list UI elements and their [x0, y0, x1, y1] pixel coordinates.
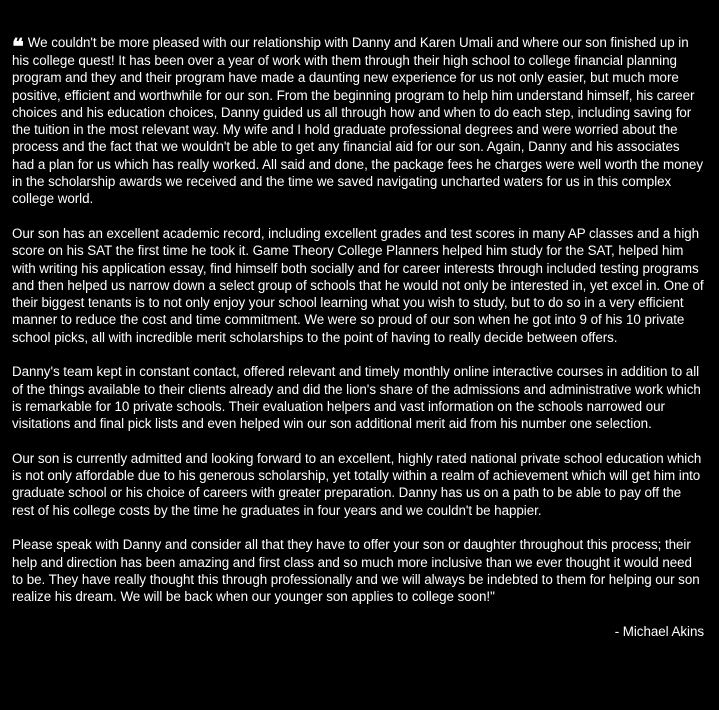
testimonial-paragraph-4: Our son is currently admitted and looking forward to an excellent, highly rated national private school education which is not only affordable due to his generous scholarship, yet totally within a realm of achievement which will get him into graduate school or his choice of careers with greater preparation. Danny has us on a path to be able to pay off the rest of his college costs by the time he graduates in four years and we couldn't be happier. — [12, 450, 702, 518]
testimonial-paragraph-3: Danny's team kept in constant contact, offered relevant and timely monthly online interactive courses in addition to all of the things available to their clients already and did the lion's share of the admissions and administrative work which is remarkable for 10 private schools. Their evaluation helpers and vast information on the schools narrowed our visitations and final pick lists and even helped win our son additional merit aid from his number one selection. — [12, 364, 701, 432]
testimonial-author: - Michael Akins — [614, 623, 704, 639]
testimonial-paragraph-1 — [12, 34, 704, 208]
testimonial-paragraph-5: Please speak with Danny and consider all that they have to offer your son or daughter throughout this process; their help and direction has been amazing and first class and so much more inclusive than we ever thought it would need to be. They have really thought this through professionally and we will always be indebted to them for helping our son realize his dream. We will be back when our younger son applies to college soon!" — [12, 537, 700, 605]
testimonial-paragraph-2: Our son has an excellent academic record, including excellent grades and test scores in many AP classes and a high score on his SAT the first time he took it. Game Theory College Planners helped him study for the SAT, helped him with writing his application essay, find himself both socially and for career interests through included testing programs and then helped us narrow down a select group of schools that he would not only be interested in, yet excel in. One of their biggest tenants is to not only enjoy your school learning what you wish to study, but to do so in a very efficient manner to reduce the cost and time commitment. We were so proud of our son when he got into 9 of his 10 private school picks, all with incredible merit scholarships to the point of having to really decide between offers. — [12, 225, 704, 345]
testimonial-text-1: We couldn't be more pleased with our relationship with Danny and Karen Umali and where our son finished up in his college quest! It has been over a year of work with them through their high school to college financial planning program and they and their program have made a daunting new experience for us not only easier, but much more positive, efficient and worthwhile for our son. From the beginning program to help him understand himself, his career choices and his education choices, Danny guided us all through how and when to do each step, including saving for the tuition in the most relevant way. My wife and I hold graduate professional degrees and were worried about the process and the fact that we wouldn't be able to get any financial aid for our son. Again, Danny and his associates had a plan for us which has really worked. All said and done, the package fees he charges were well worth the money in the scholarship awards we received and the time we saved navigating uncharted waters for us in this complex college world. — [12, 35, 703, 207]
quote-icon: ❝ — [12, 34, 24, 60]
